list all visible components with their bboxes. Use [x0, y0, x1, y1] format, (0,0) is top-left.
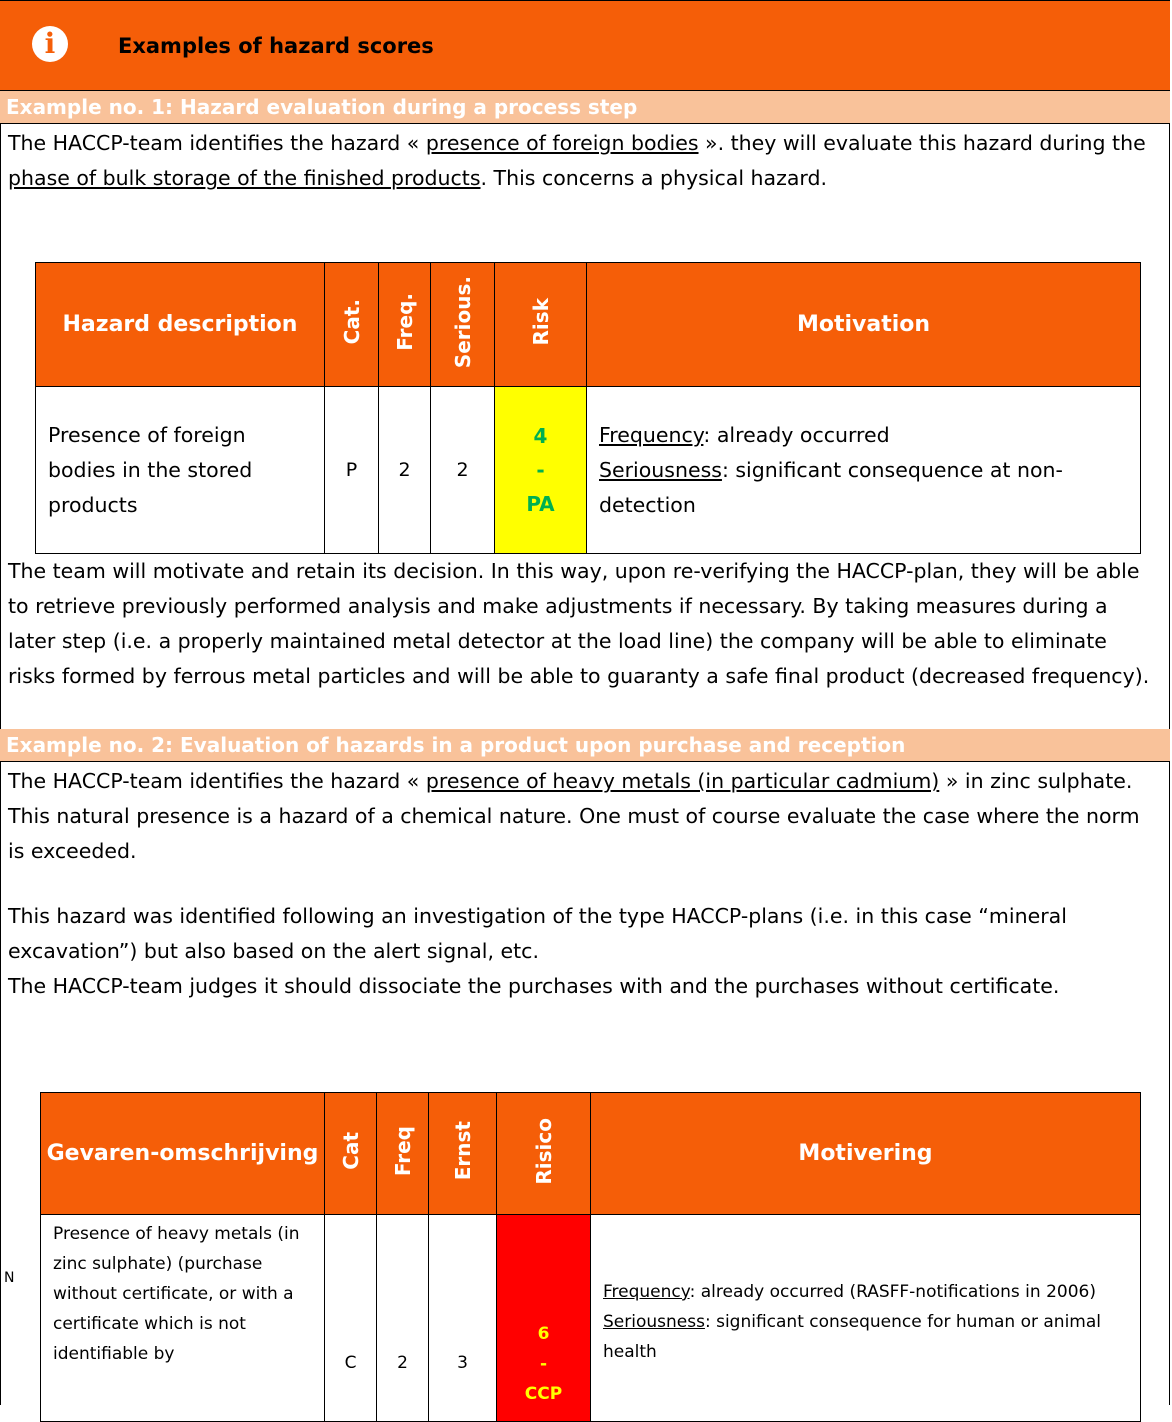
header-freq: Freq: [390, 1125, 415, 1177]
risk-cell: [495, 387, 587, 554]
header-hazard-description: Hazard description: [62, 311, 298, 337]
risk-level: PA: [526, 492, 555, 516]
freq-value: 2: [379, 387, 431, 554]
example-2-intro: The HACCP-team identifies the hazard « presence of heavy metals (in particular cadmium) » in zinc sulphate. This natural presence is a hazard of a chemical nature. One must of course evaluate the case where the norm is exceeded.: [8, 769, 1140, 863]
table-row: [41, 1215, 1141, 1422]
table-header-row: [41, 1093, 1141, 1215]
freq-value: 2: [377, 1215, 429, 1422]
header-motivation: Motivering: [798, 1141, 933, 1166]
table-row: [36, 387, 1141, 554]
motivation-cell: [587, 387, 1141, 554]
example-1-intro: The HACCP-team identifies the hazard « presence of foreign bodies ». they will evaluate this hazard during the phase of bulk storage of the finished products. This concerns a physical hazard.: [8, 131, 1146, 190]
seriousness-label: Seriousness: [599, 457, 722, 482]
frequency-label: Frequency: [603, 1282, 690, 1302]
cat-value: P: [325, 387, 379, 554]
hazard-description: Presence of heavy metals (in zinc sulphate) (purchase without certificate, or with a certificate which is not identifiable by: [41, 1215, 325, 1422]
seriousness-text: : significant consequence at non-detection: [599, 457, 1063, 517]
serious-value: 3: [429, 1215, 497, 1422]
section-header: [0, 0, 1170, 91]
frequency-label: Frequency: [599, 422, 704, 447]
example-2-heading: Example no. 2: Evaluation of hazards in a product upon purchase and reception: [0, 729, 1170, 762]
header-motivation: Motivation: [796, 312, 931, 337]
example-1-conclusion: The team will motivate and retain its decision. In this way, upon re-verifying the HACCP-plan, they will be able to retrieve previously performed analysis and make adjustments if necessary. By taking measures during a later step (i.e. a properly maintained metal detector at the load line) the company will be able to eliminate risks formed by ferrous metal particles and will be able to guaranty a safe final product (decreased frequency).: [8, 559, 1150, 688]
serious-value: 2: [431, 387, 495, 554]
example-2-paragraph-2: This hazard was identified following an investigation of the type HACCP-plans (i.e. in this case “mineral excavation”) but also based on the alert signal, etc.: [8, 904, 1067, 963]
margin-mark: N: [4, 1270, 15, 1286]
seriousness-text: : significant consequence for human or animal health: [603, 1312, 1102, 1362]
hazard-description: Presence of foreign bodies in the stored products: [36, 387, 325, 554]
header-risk: Risico: [531, 1117, 556, 1185]
hazard-table-1: [35, 262, 1141, 554]
seriousness-label: Seriousness: [603, 1312, 705, 1332]
section-title: Examples of hazard scores: [118, 34, 434, 58]
header-cat: Cat: [338, 1132, 363, 1170]
header-hazard-description: Gevaren-omschrijving: [46, 1140, 319, 1166]
frequency-text: : already occurred (RASFF-notifications in 2006): [689, 1282, 1096, 1302]
frequency-text: : already occurred: [703, 422, 890, 447]
risk-level: CCP: [524, 1384, 563, 1404]
header-cat: Cat.: [339, 299, 364, 345]
header-serious: Ernst: [450, 1121, 475, 1181]
risk-score: 6: [537, 1324, 550, 1344]
risk-score: 4: [533, 424, 548, 448]
motivation-cell: [591, 1215, 1141, 1422]
header-freq: Freq.: [392, 293, 417, 351]
header-serious: Serious.: [450, 275, 475, 369]
risk-separator: -: [539, 1354, 548, 1374]
risk-separator: -: [536, 458, 545, 482]
header-risk: Risk: [528, 298, 553, 346]
risk-cell: [497, 1215, 591, 1422]
table-header-row: [36, 263, 1141, 387]
info-icon: i: [32, 26, 68, 62]
example-2-paragraph-3: The HACCP-team judges it should dissociate the purchases with and the purchases without certificate.: [8, 974, 1060, 998]
cat-value: C: [325, 1215, 377, 1422]
hazard-table-2: [40, 1092, 1141, 1422]
example-1-heading: Example no. 1: Hazard evaluation during a process step: [0, 91, 1170, 124]
